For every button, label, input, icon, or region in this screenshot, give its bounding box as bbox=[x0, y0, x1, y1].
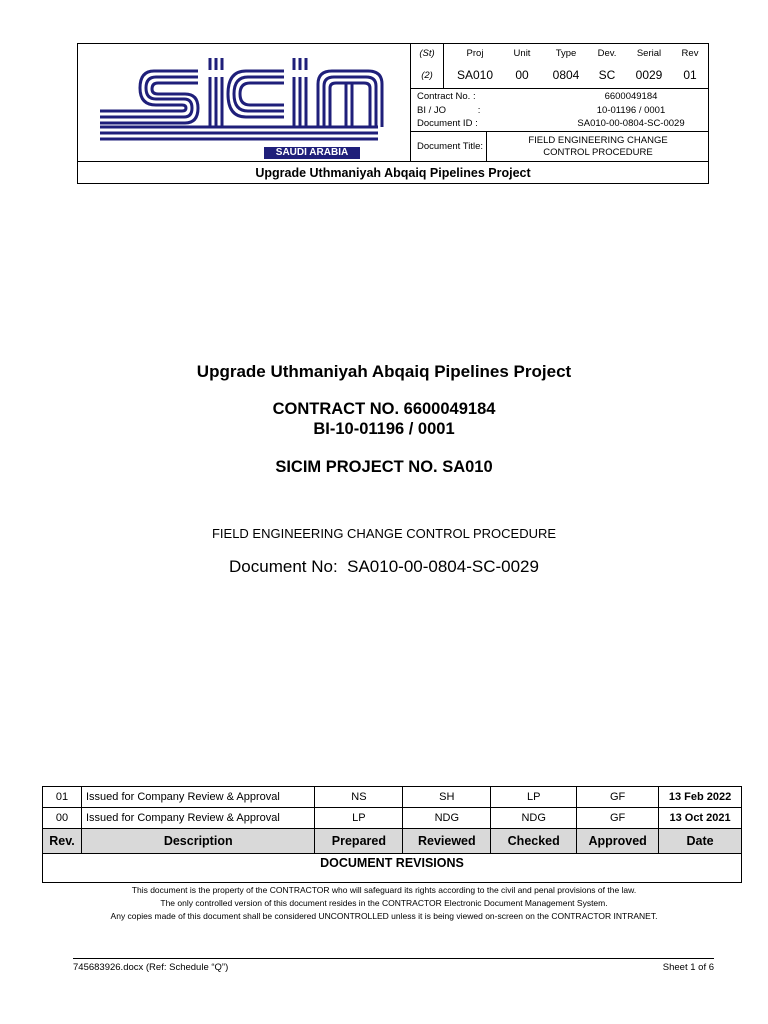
header-description: Description bbox=[81, 829, 314, 854]
cover-bi-line: BI-10-01196 / 0001 bbox=[313, 420, 455, 438]
revisions-table bbox=[42, 786, 742, 883]
doctitle-line2: CONTROL PROCEDURE bbox=[543, 147, 653, 158]
checked-cell: LP bbox=[491, 787, 577, 808]
cover-procedure-title: FIELD ENGINEERING CHANGE CONTROL PROCEDURE bbox=[211, 526, 557, 541]
code-header-unit: Unit bbox=[513, 48, 531, 59]
code-value-dev: SC bbox=[598, 68, 616, 82]
description-cell: Issued for Company Review & Approval bbox=[81, 787, 314, 808]
header-checked: Checked bbox=[491, 829, 577, 854]
code-value-proj: SA010 bbox=[456, 68, 494, 82]
revisions-caption: DOCUMENT REVISIONS bbox=[43, 854, 742, 883]
sicim-logo bbox=[78, 44, 411, 161]
code-header-st: (St) bbox=[419, 48, 435, 59]
cover-project-title: Upgrade Uthmaniyah Abqaiq Pipelines Project bbox=[196, 362, 572, 381]
document-header bbox=[77, 43, 709, 184]
footer-sheet-number: Sheet 1 of 6 bbox=[662, 962, 714, 973]
disclaimer-line-3: Any copies made of this document shall be considered UNCONTROLLED unless it is being viewed on-screen on the CONTRACTOR INTRANET. bbox=[110, 911, 658, 921]
disclaimer-line-2: The only controlled version of this document resides in the CONTRACTOR Electronic Document Management System. bbox=[160, 898, 608, 908]
code-header-type: Type bbox=[555, 48, 577, 59]
contract-label: Contract No. : bbox=[417, 91, 476, 102]
date-cell: 13 Feb 2022 bbox=[659, 787, 742, 808]
code-value-serial: 0029 bbox=[635, 68, 663, 82]
code-header-dev: Dev. bbox=[597, 48, 617, 59]
code-value-type: 0804 bbox=[552, 68, 580, 82]
header-prepared: Prepared bbox=[315, 829, 403, 854]
rev-cell: 00 bbox=[43, 808, 82, 829]
header-approved: Approved bbox=[577, 829, 659, 854]
header-rev: Rev. bbox=[43, 829, 82, 854]
doctitle-label: Document Title: bbox=[417, 141, 483, 152]
table-row bbox=[43, 808, 742, 829]
checked-cell: NDG bbox=[491, 808, 577, 829]
contract-value: 6600049184 bbox=[604, 91, 658, 102]
logo-cell bbox=[78, 44, 411, 161]
code-header-proj: Proj bbox=[466, 48, 484, 59]
table-caption-row bbox=[43, 854, 742, 883]
footer-divider bbox=[73, 958, 714, 959]
bijo-value: 10-01196 / 0001 bbox=[596, 105, 666, 116]
code-row bbox=[411, 44, 708, 89]
prepared-cell: NS bbox=[315, 787, 403, 808]
code-value-rev: 01 bbox=[683, 68, 697, 82]
footer-file-ref: 745683926.docx (Ref: Schedule “Q”) bbox=[73, 962, 229, 973]
approved-cell: GF bbox=[577, 787, 659, 808]
doctitle-line1: FIELD ENGINEERING CHANGE bbox=[528, 135, 668, 146]
header-reviewed: Reviewed bbox=[403, 829, 491, 854]
code-value-st: (2) bbox=[421, 70, 433, 81]
code-header-serial: Serial bbox=[636, 48, 662, 59]
header-date: Date bbox=[659, 829, 742, 854]
rev-cell: 01 bbox=[43, 787, 82, 808]
code-header-rev: Rev bbox=[681, 48, 699, 59]
disclaimer-line-1: This document is the property of the CONTRACTOR who will safeguard its rights according to the civil and penal provisions of the law. bbox=[131, 885, 637, 895]
prepared-cell: LP bbox=[315, 808, 403, 829]
approved-cell: GF bbox=[577, 808, 659, 829]
reviewed-cell: SH bbox=[403, 787, 491, 808]
cover-sicim-project-line: SICIM PROJECT NO. SA010 bbox=[275, 458, 493, 476]
table-row bbox=[43, 787, 742, 808]
description-cell: Issued for Company Review & Approval bbox=[81, 808, 314, 829]
docid-value: SA010-00-0804-SC-0029 bbox=[577, 118, 685, 129]
cover-contract-line: CONTRACT NO. 6600049184 bbox=[272, 400, 496, 418]
document-title-row bbox=[411, 132, 708, 161]
docid-label: Document ID : bbox=[417, 118, 478, 129]
code-value-unit: 00 bbox=[515, 68, 529, 82]
contract-info-row bbox=[411, 89, 708, 132]
cover-document-number: Document No: SA010-00-0804-SC-0029 bbox=[229, 557, 539, 576]
header-project-title: Upgrade Uthmaniyah Abqaiq Pipelines Project bbox=[78, 161, 708, 184]
date-cell: 13 Oct 2021 bbox=[659, 808, 742, 829]
table-header-row bbox=[43, 829, 742, 854]
reviewed-cell: NDG bbox=[403, 808, 491, 829]
document-info-cell bbox=[411, 44, 708, 161]
logo-country-label: SAUDI ARABIA bbox=[275, 147, 349, 158]
bijo-label: BI / JO : bbox=[417, 105, 481, 116]
